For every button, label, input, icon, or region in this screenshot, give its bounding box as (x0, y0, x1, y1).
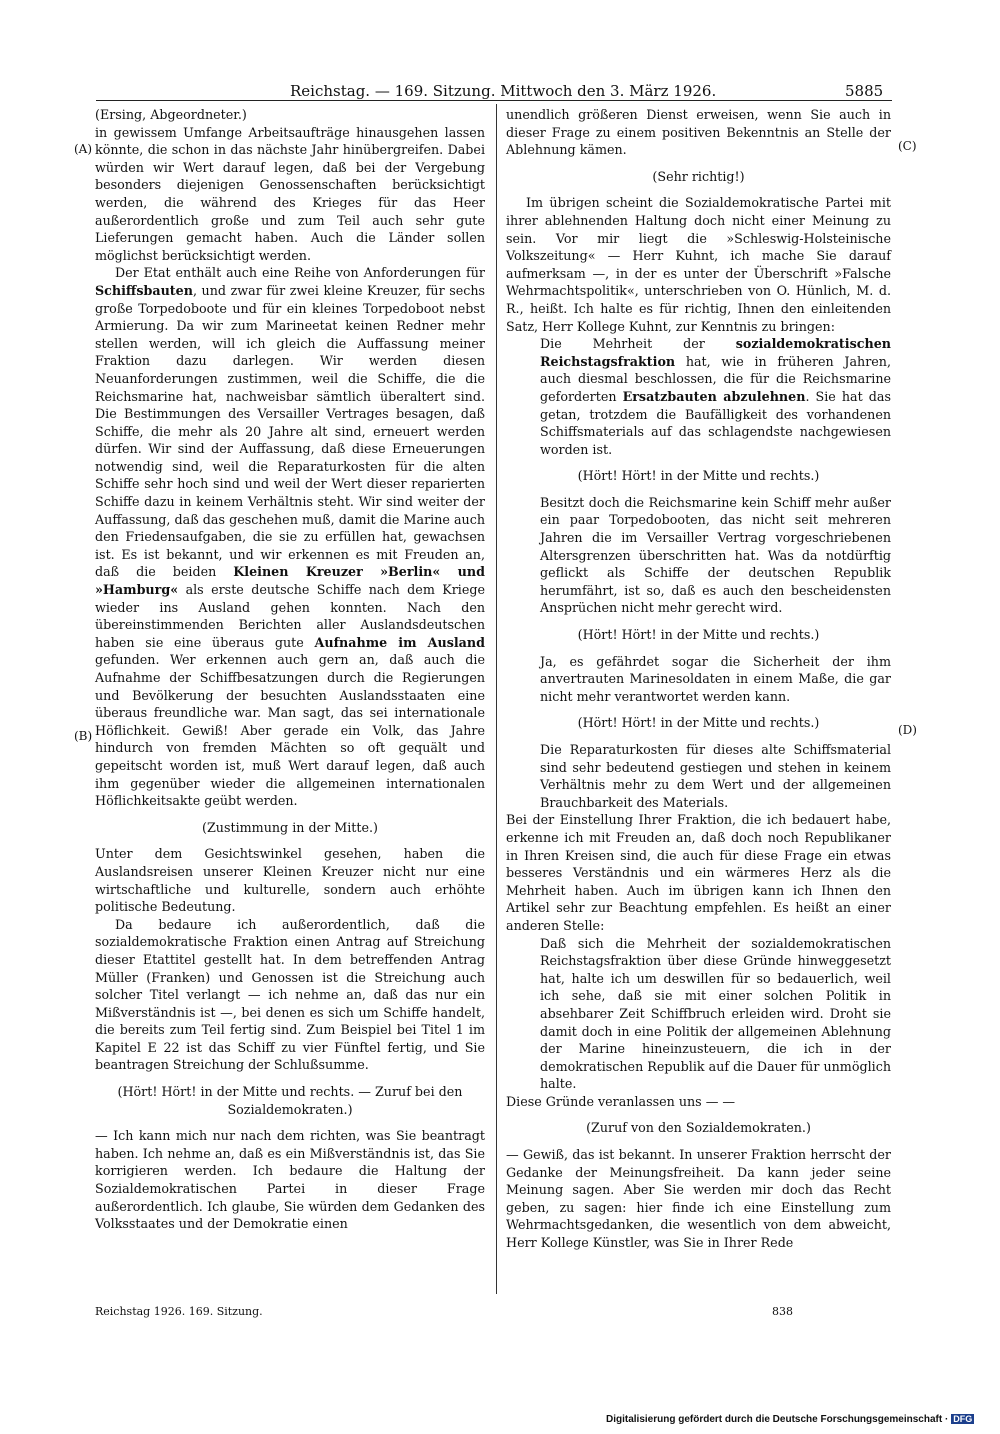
dfg-logo: DFG (953, 1414, 973, 1424)
dfg-credit (606, 1414, 974, 1425)
quotation: Besitzt doch die Reichsmarine kein Schiff mehr außer ein paar Torpedobooten, das nicht seit mehreren Jahren die im Versailler Vertrag vorgeschriebenen Altersgrenzen überschritten hat. Was da notdürftig geflickt als Schiffe der deutschen Republik herumfährt, ist so, daß es auch den bescheidensten Ansprüchen nicht mehr gerecht wird. (540, 494, 891, 616)
right-column (506, 106, 891, 1252)
margin-marker-d: (D) (898, 723, 917, 737)
paragraph: — Ich kann mich nur nach dem richten, was Sie beantragt haben. Ich nehme an, daß es ein Mißverständnis ist, das Sie korrigieren werden. Ich bedaure die Haltung der Sozialdemokratischen Partei in dieser Frage außerordentlich. Ich glaube, Sie würden dem Gedanken des Volksstaates und der Demokratie einen (95, 1128, 485, 1232)
footer-session: Reichstag 1926. 169. Sitzung. (95, 1305, 263, 1318)
quotation: Die Mehrheit der sozialdemokratischen Reichstagsfraktion hat, wie in früheren Jahren, auch diesmal beschlossen, die für die Reichsmarine geforderten Ersatzbauten abzulehnen. Sie hat das getan, trotzdem die Baufälligkeit des vorhandenen Schiffsmaterials auf das schlagendste nachgewiesen worden ist. (540, 336, 891, 457)
column-divider (496, 104, 497, 1294)
paragraph: Bei der Einstellung Ihrer Fraktion, die ich bedauert habe, erkenne ich mit Freuden an, daß doch noch Republikaner in Ihren Kreisen sind, die auch für diese Frage ein etwas besseres Verständnis und ein wärmeres Herz als die Mehrheit haben. Auch im übrigen kann ich Ihnen den Artikel sehr zur Beachtung empfehlen. Es heißt an einer anderen Stelle: (506, 812, 891, 933)
interjection: (Zustimmung in der Mitte.) (202, 819, 378, 835)
interjection: (Zuruf von den Sozialdemokraten.) (586, 1120, 811, 1136)
page-number: 5885 (845, 82, 884, 100)
margin-marker-a: (A) (74, 142, 93, 156)
interjection: (Hört! Hört! in der Mitte und rechts.) (577, 627, 820, 643)
page-header-title: Reichstag. — 169. Sitzung. Mittwoch den 3. März 1926. (290, 82, 717, 100)
quotation: Die Reparaturkosten für dieses alte Schiffsmaterial sind sehr bedeutend gestiegen und stehen in keinem Verhältnis mehr zu dem Wert und der allgemeinen Brauchbarkeit des Materials. (540, 742, 891, 810)
interjection: (Hört! Hört! in der Mitte und rechts.) (577, 715, 820, 731)
paragraph: Unter dem Gesichtswinkel gesehen, haben die Auslandsreisen unserer Kleinen Kreuzer nicht nur eine wirtschaftliche und kulturelle, sondern auch erhöhte politische Bedeutung. (95, 846, 485, 915)
quotation: Ja, es gefährdet sogar die Sicherheit der ihm anvertrauten Marinesoldaten in einem Maße, die gar nicht mehr verantwortet werden kann. (540, 653, 891, 704)
paragraph: Der Etat enthält auch eine Reihe von Anforderungen für Schiffsbauten, und zwar für zwei kleine Kreuzer, für sechs große Torpedoboote und für ein kleines Torpedoboot nebst Armierung. Da wir zum Marineetat keinen Redner mehr stellen werden, will ich gleich die Auffassung meiner Fraktion dazu darlegen. Wir werden diesen Neuanforderungen zustimmen, weil die Schiffe, die die Reichsmarine hat, nachweisbar sämtlich überaltert sind. Die Bestimmungen des Versailler Vertrages besagen, daß Schiffe, die mehr als 20 Jahre alt sind, erneuert werden dürfen. Wir sind der Auffassung, daß diese Erneuerungen notwendig sind, weil die Reparaturkosten für die alten Schiffe sehr hoch sind und weil der Wert dieser reparierten Schiffe dazu in keinem Verhältnis steht. Wir sind weiter der Auffassung, daß das geschehen muß, damit die Marine auch den Friedensaufgaben, die sie zu erfüllen hat, gewachsen ist. Es ist bekannt, und wir erkennen es mit Freuden an, daß die beiden Kleinen Kreuzer »Berlin« und »Hamburg« als erste deutsche Schiffe nach dem Kriege wieder ins Ausland gehen konnten. Nach den übereinstimmenden Berichten aller Auslandsdeutschen haben sie eine überaus gute Aufnahme im Ausland gefunden. Wer erkennen auch gern an, daß auch die Aufnahme der Schiffbesatzungen durch die Regierungen und Bevölkerung der besuchten Auslandsstaaten eine überaus freundliche war. Man sagt, das sei internationale Höflichkeit. Gewiß! Aber gerade ein Volk, das Jahre hindurch von fremden Mächten so oft gequält und gepeitscht worden ist, muß Wert darauf legen, daß auch ihm gegenüber wieder die allgemeinen internationalen Höflichkeitsakte geübt werden. (95, 265, 485, 809)
interjection: (Hört! Hört! in der Mitte und rechts. — Zuruf bei den Sozialdemokraten.) (117, 1084, 463, 1117)
interjection: (Sehr richtig!) (652, 168, 745, 184)
paragraph: unendlich größeren Dienst erweisen, wenn Sie auch in dieser Frage zu einem positiven Bekenntnis an Stelle der Ablehnung kämen. (506, 107, 891, 158)
paragraph: Im übrigen scheint die Sozialdemokratische Partei mit ihrer ablehnenden Haltung doch nicht einer Meinung zu sein. Vor mir liegt die »Schleswig-Holsteinische Volkszeitung« — Herr Kuhnt, ich mache Sie darauf aufmerksam —, in der es unter der Überschrift »Falsche Wehrmachtspolitik«, unterschrieben von O. Hünlich, M. d. R., heißt. Ich halte es für richtig, Ihnen den einleitenden Satz, Herr Kollege Kuhnt, zur Kenntnis zu bringen: (506, 195, 891, 334)
paragraph: Da bedaure ich außerordentlich, daß die sozialdemokratische Fraktion einen Antrag auf Streichung dieser Etattitel gestellt hat. In dem betreffenden Antrag Müller (Franken) und Genossen ist die Streichung auch solcher Titel verlangt — ich nehme an, daß das nur ein Mißverständnis ist —, bei denen es sich um Schiffe handelt, die bereits zum Teil fertig sind. Zum Beispiel bei Titel 1 im Kapitel E 22 ist das Schiff zu vier Fünftel fertig, und Sie beantragen Streichung der Schlußsumme. (95, 916, 485, 1073)
header-rule (96, 100, 892, 101)
left-column (95, 106, 485, 1233)
paragraph: Diese Gründe veranlassen uns — — (506, 1093, 736, 1109)
dfg-credit-text: Digitalisierung gefördert durch die Deutsche Forschungsgemeinschaft · (606, 1414, 949, 1425)
speaker-label: (Ersing, Abgeordneter.) (95, 107, 247, 122)
footer-sheet-number: 838 (772, 1305, 793, 1318)
paragraph: — Gewiß, das ist bekannt. In unserer Fraktion herrscht der Gedanke der Meinungsfreiheit. Da kann jeder seine Meinung sagen. Aber Sie werden mir doch das Recht geben, zu sagen: hier finde ich eine Einstellung zum Wehrmachtsgedanken, die wesentlich von dem abweicht, Herr Kollege Künstler, was Sie in Ihrer Rede (506, 1147, 891, 1251)
paragraph: in gewissem Umfange Arbeitsaufträge hinausgehen lassen könnte, die schon in das nächste Jahr hinübergreifen. Dabei würden wir Wert darauf legen, daß bei der Vergebung besonders diejenigen Genossenschaften berücksichtigt werden, die während des Krieges für das Heer außerordentlich große und zum Teil auch sehr gute Lieferungen gemacht haben. Auch die Länder sollen möglichst berücksichtigt werden. (95, 124, 485, 263)
margin-marker-c: (C) (898, 139, 917, 153)
interjection: (Hört! Hört! in der Mitte und rechts.) (577, 468, 820, 484)
margin-marker-b: (B) (74, 729, 93, 743)
quotation: Daß sich die Mehrheit der sozialdemokratischen Reichstagsfraktion über diese Gründe hinweggesetzt hat, halte ich um deswillen für so bedauerlich, weil ich sehe, daß sie mit einer solchen Politik in absehbarer Zeit Schiffbruch erleiden wird. Droht sie damit doch in eine Politik der allgemeinen Ablehnung der Marine hineinzusteuern, die ich in der demokratischen Republik auf die Dauer für unmöglich halte. (540, 935, 891, 1092)
